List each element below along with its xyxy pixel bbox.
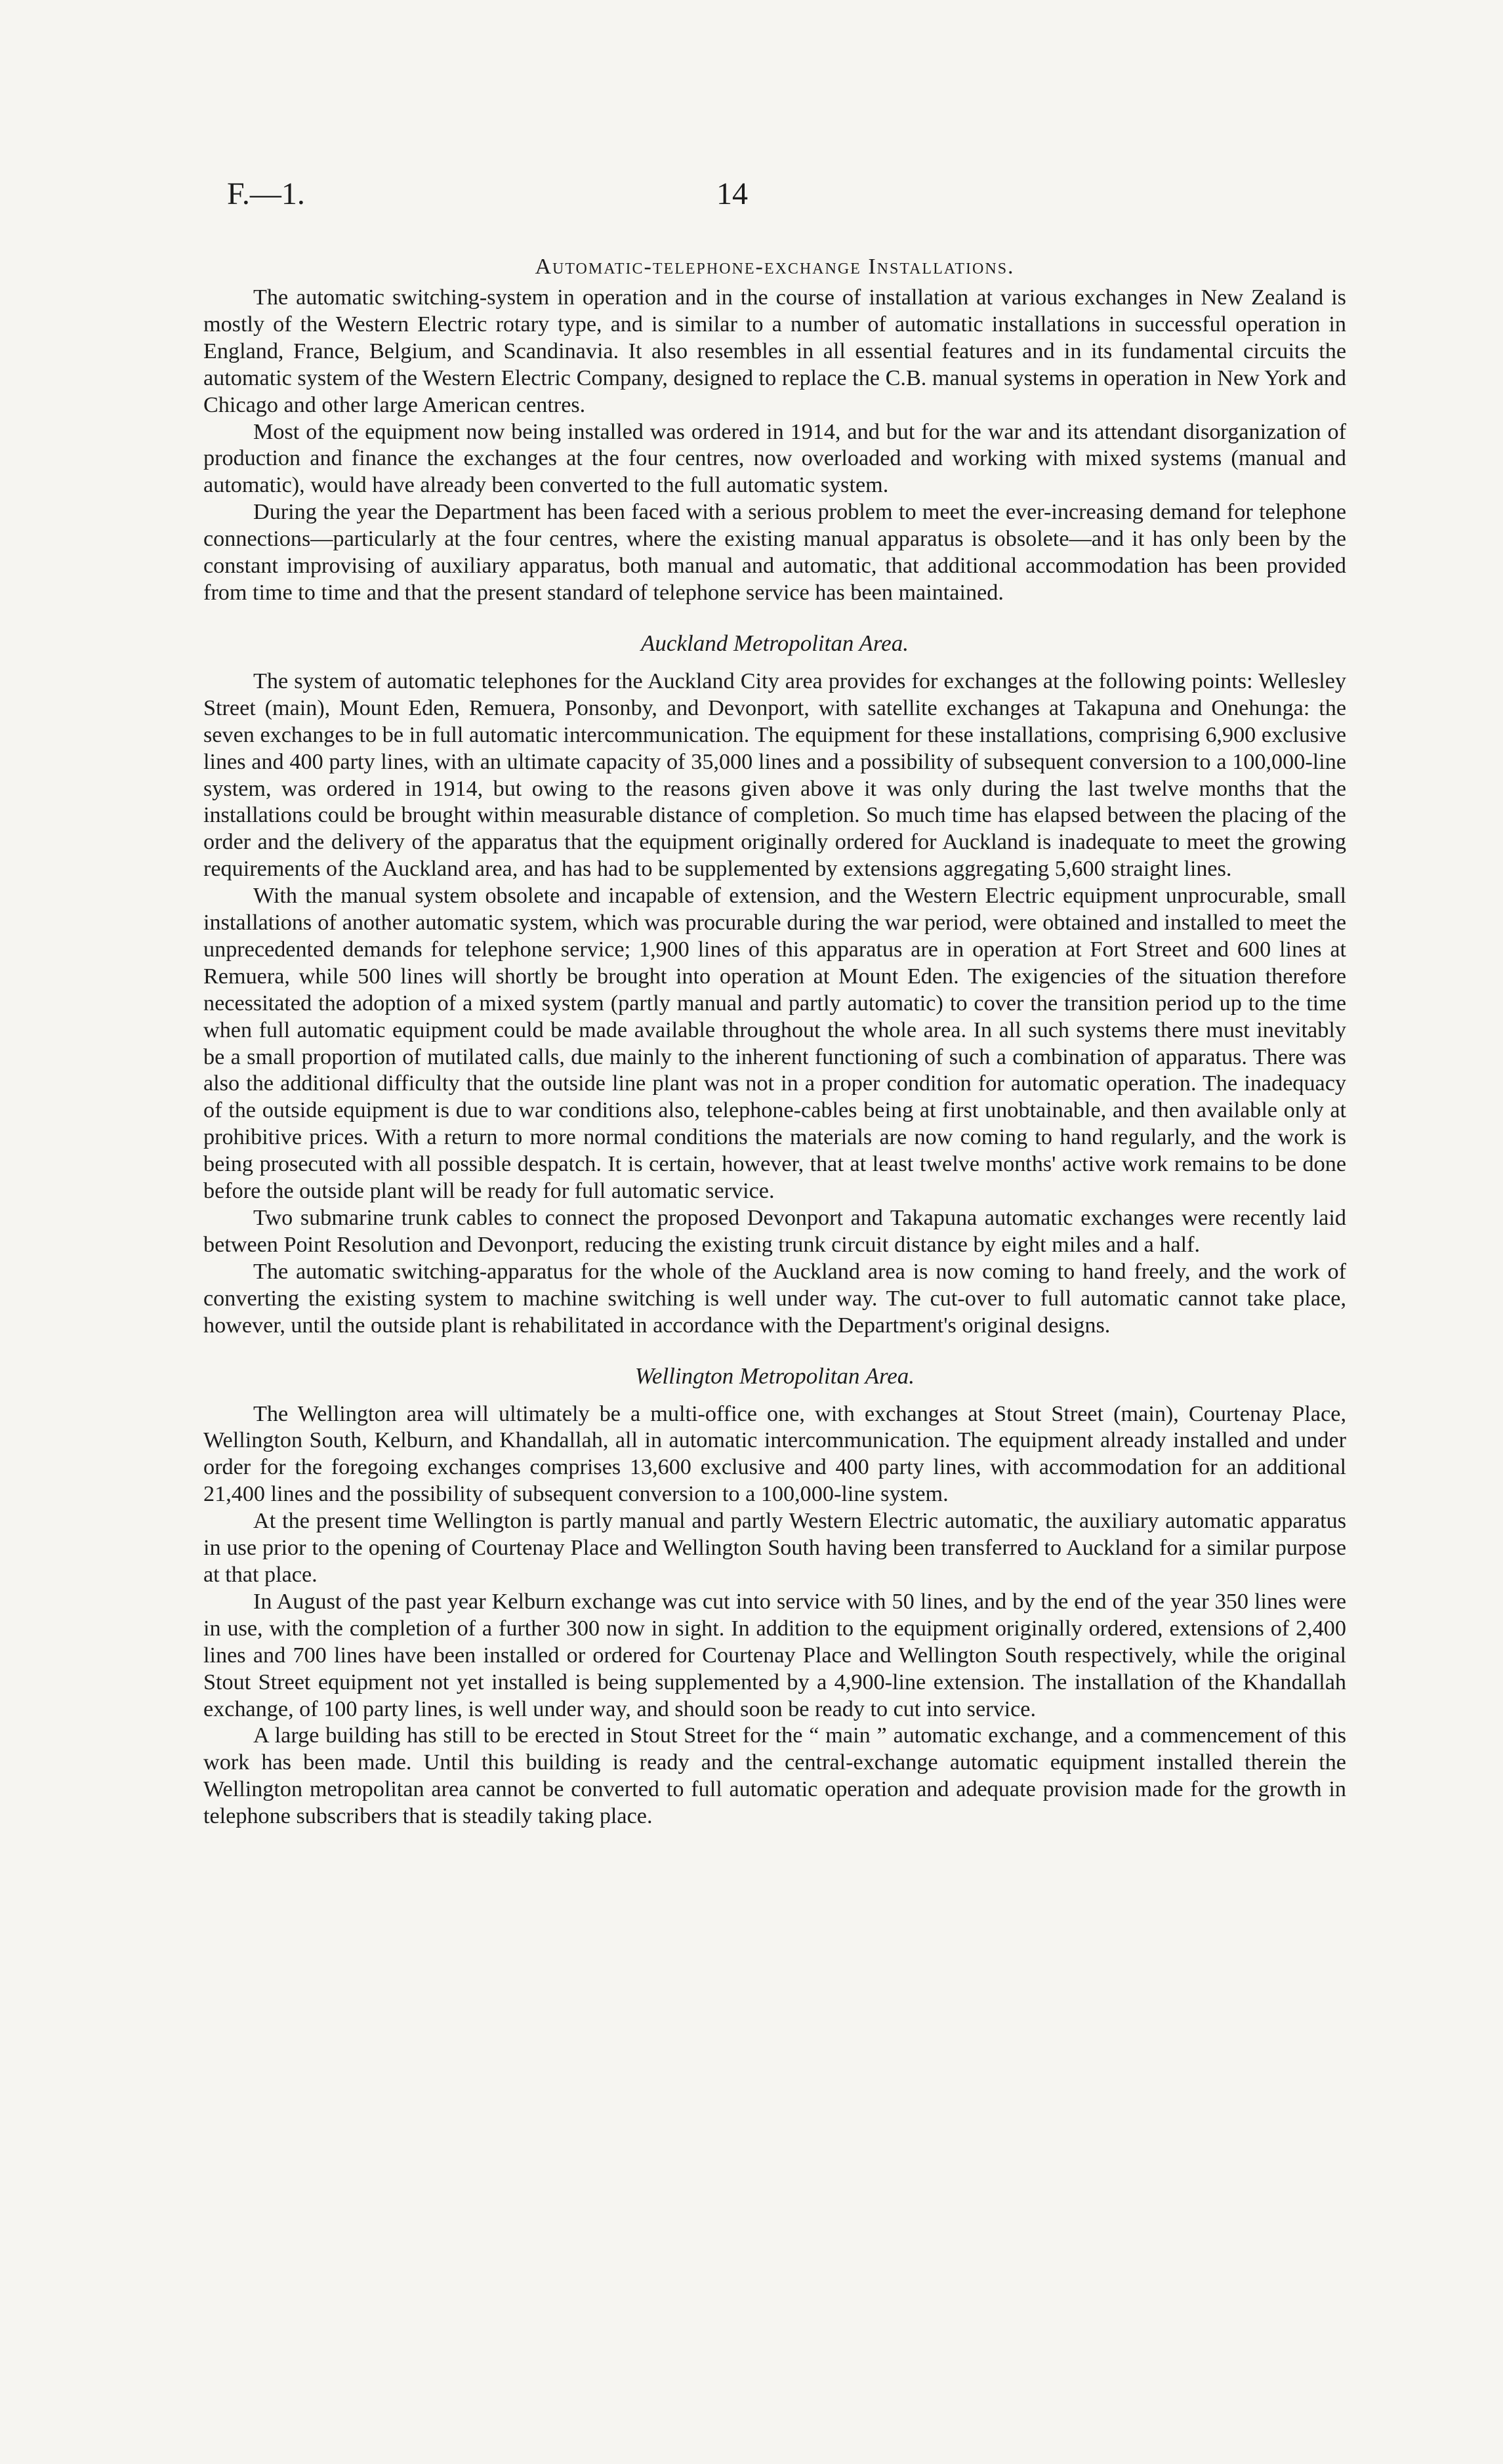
paragraph: The automatic switching-apparatus for the whole of the Auckland area is now coming to hand freely, and the work of converting the existing system to machine switching is well under way. The cut-over to full automatic cannot take place, however, until the outside plant is rehabilitated in accordance with the Department's original designs. xyxy=(203,1259,1346,1338)
paragraph: In August of the past year Kelburn exchange was cut into service with 50 lines, and by the end of the year 350 lines were in use, with the completion of a further 300 now in sight. In addition to the equipment originally ordered, extensions of 2,400 lines and 700 lines have been installed or ordered for Courtenay Place and Wellington South respectively, while the original Stout Street equipment not yet installed is being supplemented by a 4,900-line extension. The installation of the Khandallah exchange, of 100 party lines, is well under way, and should soon be ready to cut into service. xyxy=(203,1589,1346,1721)
paragraph: At the present time Wellington is partly manual and partly Western Electric automatic, the auxiliary automatic apparatus in use prior to the opening of Courtenay Place and Wellington South having been transferred to Auckland for a similar purpose at that place. xyxy=(203,1509,1346,1587)
page-body xyxy=(203,255,1346,1830)
section-heading-wellington: Wellington Metropolitan Area. xyxy=(634,1363,915,1389)
paragraph: The Wellington area will ultimately be a multi-office one, with exchanges at Stout Street (main), Courtenay Place, Wellington South, Kelburn, and Khandallah, all in automatic intercommunication. The equipment already installed and under order for the foregoing exchanges comprises 13,600 exclusive and 400 party lines, with accommodation for an additional 21,400 lines and the possibility of subsequent conversion to a 100,000-line system. xyxy=(203,1401,1346,1507)
section-heading-auckland: Auckland Metropolitan Area. xyxy=(641,630,909,656)
paragraph: The system of automatic telephones for the Auckland City area provides for exchanges at the following points: Wellesley Street (main), Mount Eden, Remuera, Ponsonby, and Devonport, with satellite exchanges at Takapuna and Onehunga: the seven exchanges to be in full automatic intercommunication. The equipment for these installations, comprising 6,900 exclusive lines and 400 party lines, with an ultimate capacity of 35,000 lines and a possibility of subsequent conversion to a 100,000-line system, was ordered in 1914, but owing to the reasons given above it was only during the last twelve months that the installations could be brought within measurable distance of completion. So much time has elapsed between the placing of the order and the delivery of the apparatus that the equipment originally ordered for Auckland is inadequate to meet the growing requirements of the Auckland area, and has had to be supplemented by extensions aggregating 5,600 straight lines. xyxy=(203,668,1346,882)
paragraph: Most of the equipment now being installed was ordered in 1914, and but for the war and its attendant disorganization of production and finance the exchanges at the four centres, now overloaded and working with mixed systems (manual and automatic), would have already been converted to the full automatic system. xyxy=(203,419,1346,498)
document-reference: F.—1. xyxy=(227,176,305,211)
paragraph: The automatic switching-system in operation and in the course of installation at various exchanges in New Zealand is mostly of the Western Electric rotary type, and is similar to a number of automatic installations in successful operation in England, France, Belgium, and Scandinavia. It also resembles in all essential features and in its fundamental circuits the automatic system of the Western Electric Company, designed to replace the C.B. manual systems in operation in New York and Chicago and other large American centres. xyxy=(203,285,1346,417)
paragraph: With the manual system obsolete and incapable of extension, and the Western Electric equipment unprocurable, small installations of another automatic system, which was procurable during the war period, were obtained and installed to meet the unprecedented demands for telephone service; 1,900 lines of this apparatus are in operation at Fort Street and 600 lines at Remuera, while 500 lines will shortly be brought into operation at Mount Eden. The exigencies of the situation therefore necessitated the adoption of a mixed system (partly manual and partly automatic) to cover the transition period up to the time when full automatic equipment could be made available throughout the whole area. In all such systems there must inevitably be a small proportion of mutilated calls, due mainly to the inherent functioning of such a combination of apparatus. There was also the additional difficulty that the outside line plant was not in a proper condition for automatic operation. The inadequacy of the outside equipment is due to war conditions also, telephone-cables being at first unobtainable, and then available only at prohibitive prices. With a return to more normal conditions the materials are now coming to hand regularly, and the work is being prosecuted with all possible despatch. It is certain, however, that at least twelve months' active work remains to be done before the outside plant will be ready for full automatic service. xyxy=(203,884,1346,1204)
page-number: 14 xyxy=(716,176,748,211)
paragraph: Two submarine trunk cables to connect the proposed Devonport and Takapuna automatic exchanges were recently laid between Point Resolution and Devonport, reducing the existing trunk circuit distance by eight miles and a half. xyxy=(203,1206,1346,1257)
page-title: Automatic-telephone-exchange Installations. xyxy=(535,255,1015,279)
page-header xyxy=(0,176,1503,228)
paragraph: During the year the Department has been faced with a serious problem to meet the ever-increasing demand for telephone connections—particularly at the four centres, where the existing manual apparatus is obsolete—and it has only been by the constant improvising of auxiliary apparatus, both manual and automatic, that additional accommodation has been provided from time to time and that the present standard of telephone service has been maintained. xyxy=(203,500,1346,605)
paragraph: A large building has still to be erected in Stout Street for the “ main ” automatic exchange, and a commencement of this work has been made. Until this building is ready and the central-exchange automatic equipment installed therein the Wellington metropolitan area cannot be converted to full automatic operation and adequate provision made for the growth in telephone subscribers that is steadily taking place. xyxy=(203,1723,1346,1829)
